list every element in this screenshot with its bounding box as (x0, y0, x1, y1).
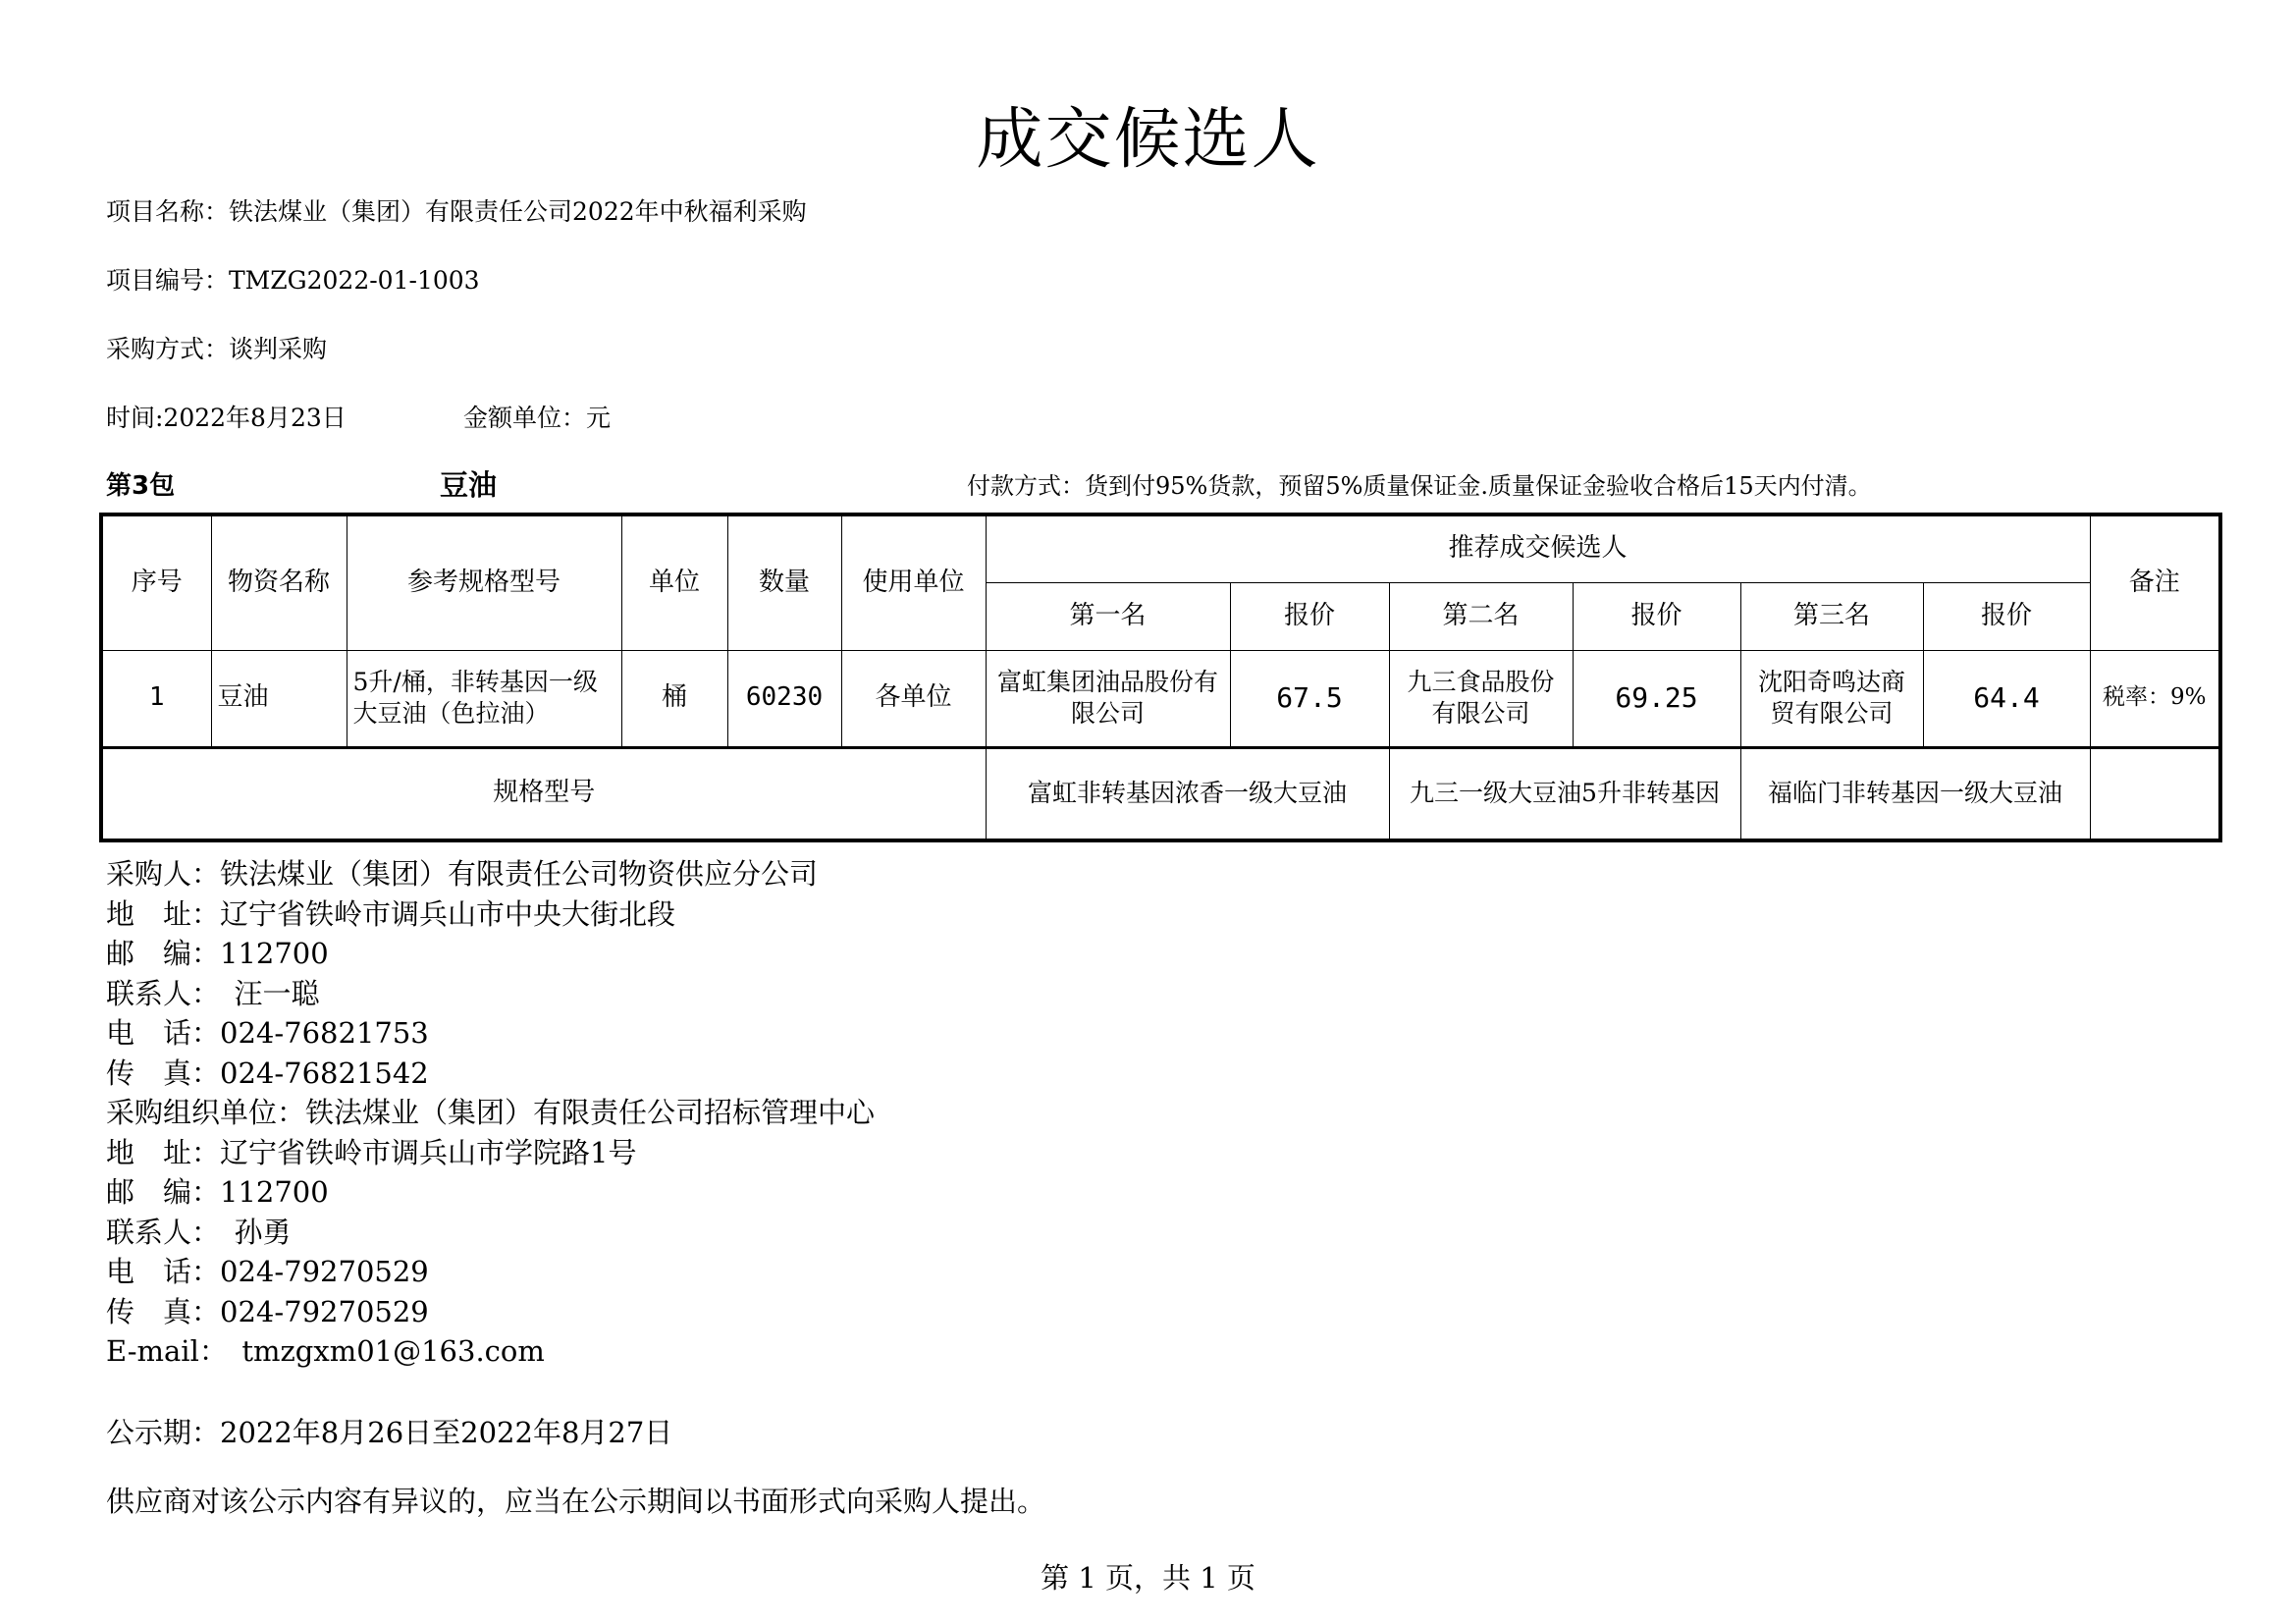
project-number: 项目编号：TMZG2022-01-1003 (106, 266, 480, 295)
header-spec: 参考规格型号 (347, 514, 621, 650)
payment-terms: 付款方式：货到付95%货款，预留5%质量保证金.质量保证金验收合格后15天内付清。 (967, 472, 1872, 500)
spec-label: 规格型号 (101, 747, 986, 840)
header-material: 物资名称 (211, 514, 347, 650)
contact-line: 地 址：辽宁省铁岭市调兵山市学院路1号 (106, 1135, 637, 1169)
header-recommend: 推荐成交候选人 (986, 514, 2090, 582)
cell-remark: 税率：9% (2090, 650, 2220, 747)
page-number: 第 1 页，共 1 页 (1041, 1561, 1255, 1595)
cell-third-price: 64.4 (1923, 650, 2090, 747)
contact-email: E-mail： tmzgxm01@163.com (106, 1334, 545, 1368)
header-qty: 数量 (727, 514, 841, 650)
header-remark: 备注 (2090, 514, 2220, 650)
notice-period: 公示期：2022年8月26日至2022年8月27日 (106, 1416, 673, 1449)
package-name: 豆油 (440, 468, 498, 502)
header-price-1: 报价 (1230, 582, 1389, 650)
project-name: 项目名称：铁法煤业（集团）有限责任公司2022年中秋福利采购 (106, 197, 807, 226)
spec-remark (2090, 747, 2220, 840)
header-unit: 单位 (621, 514, 727, 650)
header-user: 使用单位 (841, 514, 986, 650)
procurement-method: 采购方式：谈判采购 (106, 335, 328, 363)
date: 时间:2022年8月23日 (106, 404, 347, 432)
contact-line: 传 真：024-79270529 (106, 1294, 429, 1328)
table-row (101, 650, 2220, 747)
header-price-3: 报价 (1923, 582, 2090, 650)
header-seq: 序号 (101, 514, 211, 650)
cell-first-price: 67.5 (1230, 650, 1389, 747)
spec-third: 福临门非转基因一级大豆油 (1740, 747, 2090, 840)
cell-qty: 60230 (727, 650, 841, 747)
contact-line: 传 真：024-76821542 (106, 1056, 429, 1090)
currency-unit: 金额单位：元 (463, 404, 612, 432)
contact-line: 地 址：辽宁省铁岭市调兵山市中央大街北段 (106, 896, 676, 931)
cell-unit: 桶 (621, 650, 727, 747)
cell-third-name: 沈阳奇鸣达商贸有限公司 (1740, 650, 1923, 747)
spec-row (101, 747, 2220, 840)
contact-line: 邮 编：112700 (106, 937, 329, 970)
cell-seq: 1 (101, 650, 211, 747)
cell-second-price: 69.25 (1573, 650, 1740, 747)
contact-block (106, 854, 875, 1372)
contact-line: 联系人： 孙勇 (106, 1215, 292, 1249)
contact-line: 电 话：024-79270529 (106, 1255, 429, 1288)
page-title: 成交候选人 (976, 101, 1320, 179)
cell-second-name: 九三食品股份有限公司 (1389, 650, 1573, 747)
spec-first: 富虹非转基因浓香一级大豆油 (986, 747, 1389, 840)
cell-spec: 5升/桶，非转基因一级大豆油（色拉油） (347, 650, 621, 747)
candidate-table (99, 513, 2222, 842)
header-third: 第三名 (1740, 582, 1923, 650)
contact-line: 采购人：铁法煤业（集团）有限责任公司物资供应分公司 (106, 857, 819, 891)
header-second: 第二名 (1389, 582, 1573, 650)
cell-first-name: 富虹集团油品股份有限公司 (986, 650, 1230, 747)
header-first: 第一名 (986, 582, 1230, 650)
cell-material: 豆油 (211, 650, 347, 747)
contact-line: 采购组织单位：铁法煤业（集团）有限责任公司招标管理中心 (106, 1096, 876, 1129)
contact-line: 电 话：024-76821753 (106, 1016, 429, 1050)
header-price-2: 报价 (1573, 582, 1740, 650)
contact-line: 联系人： 汪一聪 (106, 976, 320, 1010)
table-header-row (101, 514, 2220, 582)
objection-notice: 供应商对该公示内容有异议的，应当在公示期间以书面形式向采购人提出。 (106, 1485, 1046, 1518)
spec-second: 九三一级大豆油5升非转基因 (1389, 747, 1740, 840)
contact-line: 邮 编：112700 (106, 1175, 329, 1209)
cell-user: 各单位 (841, 650, 986, 747)
package-number: 第3包 (106, 471, 176, 501)
